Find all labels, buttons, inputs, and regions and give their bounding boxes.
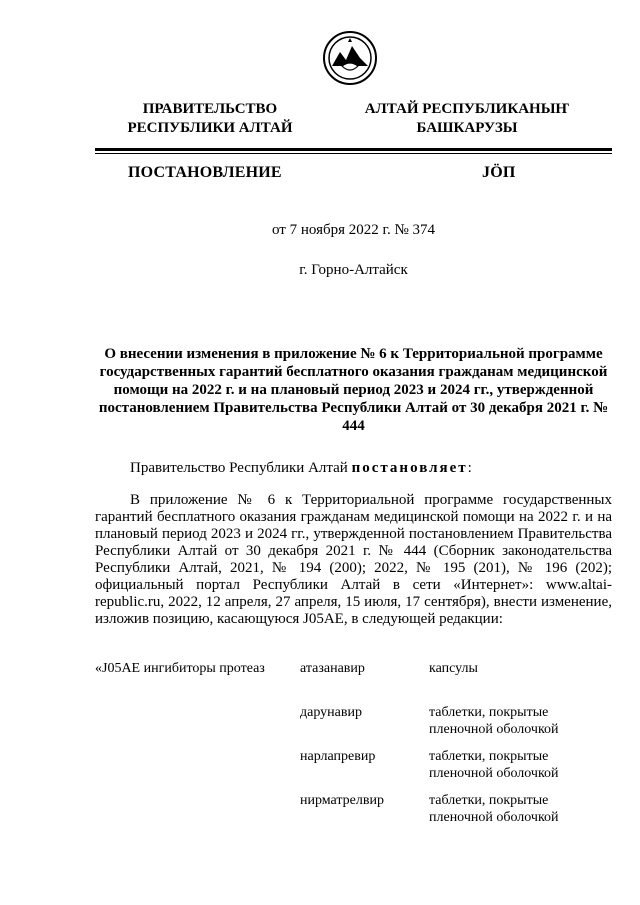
document-date-number: от 7 ноября 2022 г. № 374 <box>271 222 436 238</box>
dosage-form-cell: капсулы <box>429 661 478 676</box>
table-row <box>95 748 612 792</box>
drug-name-cell: нирматрелвир <box>300 793 384 808</box>
table-row <box>95 704 612 748</box>
doc-type-altai: JӦП <box>482 164 516 181</box>
drug-name-cell: дарунавир <box>300 705 362 720</box>
intro-keyword: постановляет <box>351 460 468 476</box>
dosage-form-cell: таблетки, покрытые пленочной оболочкой <box>429 749 559 781</box>
doc-type-russian: ПОСТАНОВЛЕНИЕ <box>128 164 282 181</box>
header-right-line2: БАШКАРУЗЫ <box>416 120 518 136</box>
drug-name-cell: нарлапревир <box>300 749 376 764</box>
header-left-line2: РЕСПУБЛИКИ АЛТАЙ <box>127 120 293 136</box>
intro-prefix: Правительство Республики Алтай <box>130 460 352 476</box>
government-name-altai <box>362 100 572 138</box>
header-divider-thick <box>95 148 612 151</box>
coat-of-arms-emblem <box>322 30 378 86</box>
intro-line <box>130 460 472 477</box>
document-city: г. Горно-Алтайск <box>299 262 408 278</box>
table-row <box>95 792 612 836</box>
dosage-form-cell: таблетки, покрытые пленочной оболочкой <box>429 705 559 737</box>
document-title: О внесении изменения в приложение № 6 к Территориальной программе государственных гарантий бесплатного оказания гражданам медицинской помощи на 2022 г. и на плановый период 2023 и 2024 гг., утвержденной постановлением Правительства Республики Алтай от 30 декабря 2021 г. № 444 <box>98 346 609 434</box>
table-row <box>95 660 612 704</box>
atc-code-cell: «J05AE ингибиторы протеаз <box>95 661 265 676</box>
header-left-line1: ПРАВИТЕЛЬСТВО <box>142 101 278 117</box>
header-right-line1: АЛТАЙ РЕСПУБЛИКАНЫҤ <box>364 101 570 117</box>
government-name-russian <box>110 100 310 138</box>
body-paragraph: В приложение № 6 к Территориальной программе государственных гарантий бесплатного оказания гражданам медицинской помощи на 2022 г. и на плановый период 2023 и 2024 гг., утвержденной постановлением Правительства Республики Алтай от 30 декабря 2021 г. № 444 (Сборник законодательства Республики Алтай, 2021, № 194 (200); 2022, № 195 (201), № 196 (202); официальный портал Республики Алтай в сети «Интернет»: www.altai-republic.ru, 2022, 12 апреля, 27 апреля, 15 июля, 17 сентября), внести изменение, изложив позицию, касающуюся J05AE, в следующей редакции: <box>95 492 612 627</box>
drug-name-cell: атазанавир <box>300 661 365 676</box>
drug-table <box>95 660 612 836</box>
dosage-form-cell: таблетки, покрытые пленочной оболочкой <box>429 793 559 825</box>
header-divider-thin <box>95 153 612 154</box>
intro-suffix: : <box>467 460 472 476</box>
